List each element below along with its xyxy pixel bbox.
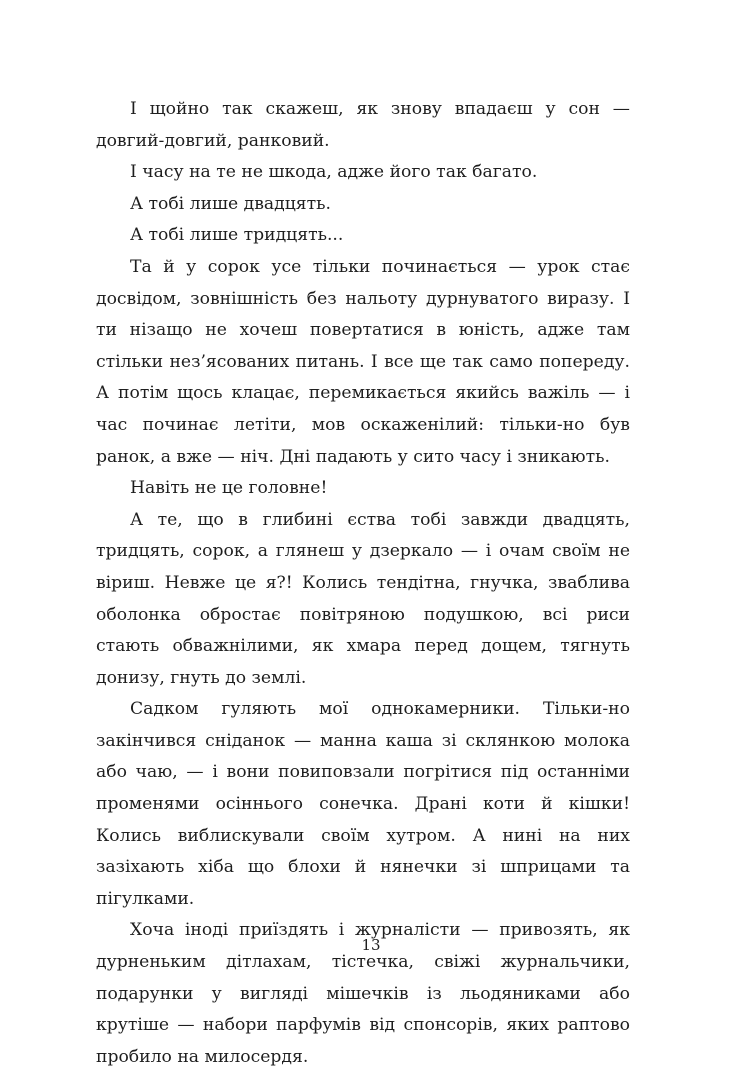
paragraph: А те, що в глибині єства тобі завжди двадцять, тридцять, сорок, а глянеш у дзеркало — і очам своїм не віриш. Невже це я?! Колись тендітна, гнучка, зваблива оболонка обростає повітряною подушкою, всі риси стають обважнілими, як хмара перед дощем, тягнуть донизу, гнуть до землі. (96, 509, 630, 688)
body-text (96, 94, 630, 1073)
paragraph: А тобі лише двадцять. (130, 193, 331, 214)
paragraph: А тобі лише тридцять... (130, 225, 344, 246)
paragraph: І часу на те не шкода, адже його так багато. (130, 162, 538, 183)
paragraph: І щойно так скажеш, як знову впадаєш у сон — довгий-довгий, ранковий. (96, 99, 630, 151)
paragraph: Та й у сорок усе тільки починається — урок стає досвідом, зовнішність без нальоту дурнуватого виразу. І ти нізащо не хочеш повертатися в юність, адже там стільки нез’ясованих питань. І все ще так само попереду. А потім щось клацає, перемикається якийсь важіль — і час починає летіти, мов оскаженілий: тільки-но був ранок, а вже — ніч. Дні падають у сито часу і зникають. (96, 256, 630, 467)
paragraph: Навіть не це головне! (130, 478, 328, 499)
paragraph: Садком гуляють мої однокамерники. Тільки-но закінчився сніданок — манна каша зі склянкою молока або чаю, — і вони повиповзали погрітися під останніми променями осіннього сонечка. Драні коти й кішки! Колись виблискували своїм хутром. А нині на них зазіхають хіба що блохи й нянечки зі шприцами та пігулками. (96, 699, 630, 909)
paragraph: Хоча іноді приїздять і журналісти — привозять, як дурненьким дітлахам, тістечка, свіжі журнальчики, подарунки у вигляді мішечків із льодяниками або крутіше — набори парфумів від спонсорів, яких раптово пробило на милосердя. (96, 920, 630, 1067)
page-number: 13 (361, 936, 381, 954)
